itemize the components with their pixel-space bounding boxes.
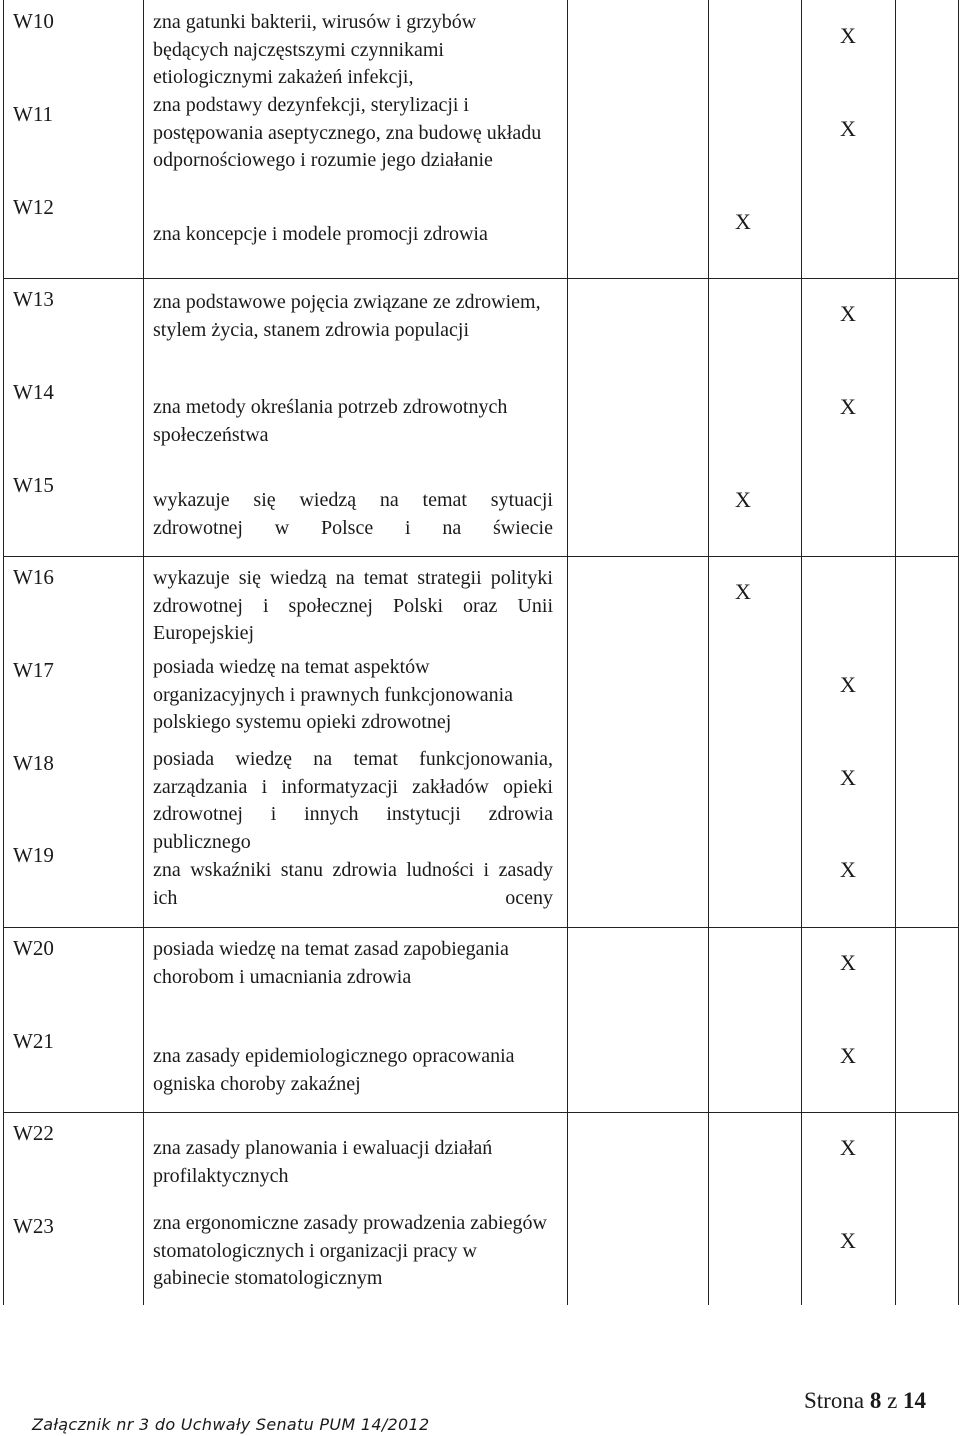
column-border xyxy=(895,0,896,1305)
column-border xyxy=(708,0,709,1305)
effect-code: W13 xyxy=(13,287,54,311)
column-border xyxy=(801,0,802,1305)
effect-description: zna podstawowe pojęcia związane ze zdrowiem, stylem życia, stanem zdrowia populacji xyxy=(153,291,541,341)
current-page: 8 xyxy=(869,1388,882,1413)
footer-page-number xyxy=(804,1388,926,1414)
mapping-mark: X xyxy=(840,1043,856,1068)
effect-code: W18 xyxy=(13,751,54,775)
effect-code: W16 xyxy=(13,565,54,589)
effect-description: zna gatunki bakterii, wirusów i grzybów będących najczęstszymi czynnikami etiologicznymi zakażeń infekcji, xyxy=(153,11,477,88)
effect-description: zna ergonomiczne zasady prowadzenia zabiegów stomatologicznych i organizacji pracy w gabinecie stomatologicznym xyxy=(153,1212,547,1289)
effect-description: wykazuje się wiedzą na temat sytuacji zdrowotnej w Polsce i na świecie xyxy=(153,489,553,539)
effect-code: W14 xyxy=(13,380,54,404)
effect-code: W12 xyxy=(13,195,54,219)
mapping-mark: X xyxy=(735,487,751,512)
column-border xyxy=(143,0,144,1305)
effect-code: W17 xyxy=(13,658,54,682)
row-border xyxy=(3,278,958,279)
mapping-mark: X xyxy=(840,394,856,419)
effect-code: W21 xyxy=(13,1029,54,1053)
mapping-mark: X xyxy=(840,116,856,141)
effect-code: W15 xyxy=(13,473,54,497)
mapping-mark: X xyxy=(735,209,751,234)
row-border xyxy=(3,927,958,928)
total-pages: 14 xyxy=(903,1388,927,1413)
mapping-mark: X xyxy=(840,950,856,975)
mapping-mark: X xyxy=(840,1228,856,1253)
column-border xyxy=(3,0,4,1305)
effect-code: W19 xyxy=(13,843,54,867)
effect-code: W22 xyxy=(13,1121,54,1145)
effect-code: W20 xyxy=(13,936,54,960)
effect-description: zna zasady planowania i ewaluacji działań profilaktycznych xyxy=(153,1137,493,1187)
mapping-mark: X xyxy=(840,765,856,790)
mapping-mark: X xyxy=(840,301,856,326)
effect-description: zna zasady epidemiologicznego opracowania ogniska choroby zakaźnej xyxy=(153,1045,515,1095)
mapping-mark: X xyxy=(840,23,856,48)
effects-table xyxy=(3,0,958,1305)
page-prefix: Strona xyxy=(804,1388,865,1413)
mapping-mark: X xyxy=(840,672,856,697)
row-border xyxy=(3,1112,958,1113)
effect-code: W23 xyxy=(13,1214,54,1238)
effect-description: zna wskaźniki stanu zdrowia ludności i zasady ich oceny xyxy=(153,859,553,909)
column-border xyxy=(567,0,568,1305)
footer-attachment-note: Załącznik nr 3 do Uchwały Senatu PUM 14/2012 xyxy=(32,1415,430,1434)
effect-description: posiada wiedzę na temat aspektów organizacyjnych i prawnych funkcjonowania polskiego systemu opieki zdrowotnej xyxy=(153,656,514,733)
effect-description: wykazuje się wiedzą na temat strategii polityki zdrowotnej i społecznej Polski oraz Unii Europejskiej xyxy=(153,567,553,644)
effect-description: zna koncepcje i modele promocji zdrowia xyxy=(153,223,488,245)
page-mid: z xyxy=(887,1388,898,1413)
mapping-mark: X xyxy=(840,857,856,882)
effect-code: W10 xyxy=(13,9,54,33)
effect-description: zna podstawy dezynfekcji, sterylizacji i postępowania aseptycznego, zna budowę układu odpornościowego i rozumie jego działanie xyxy=(153,94,542,171)
effect-description: posiada wiedzę na temat zasad zapobiegania chorobom i umacniania zdrowia xyxy=(153,938,509,988)
mapping-mark: X xyxy=(735,579,751,604)
effect-code: W11 xyxy=(13,102,54,126)
mapping-mark: X xyxy=(840,1135,856,1160)
effect-description: zna metody określania potrzeb zdrowotnych społeczeństwa xyxy=(153,396,508,446)
column-border xyxy=(958,0,959,1305)
effect-description: posiada wiedzę na temat funkcjonowania, zarządzania i informatyzacji zakładów opieki zdrowotnej i innych instytucji zdrowia publicznego xyxy=(153,748,553,853)
row-border xyxy=(3,556,958,557)
